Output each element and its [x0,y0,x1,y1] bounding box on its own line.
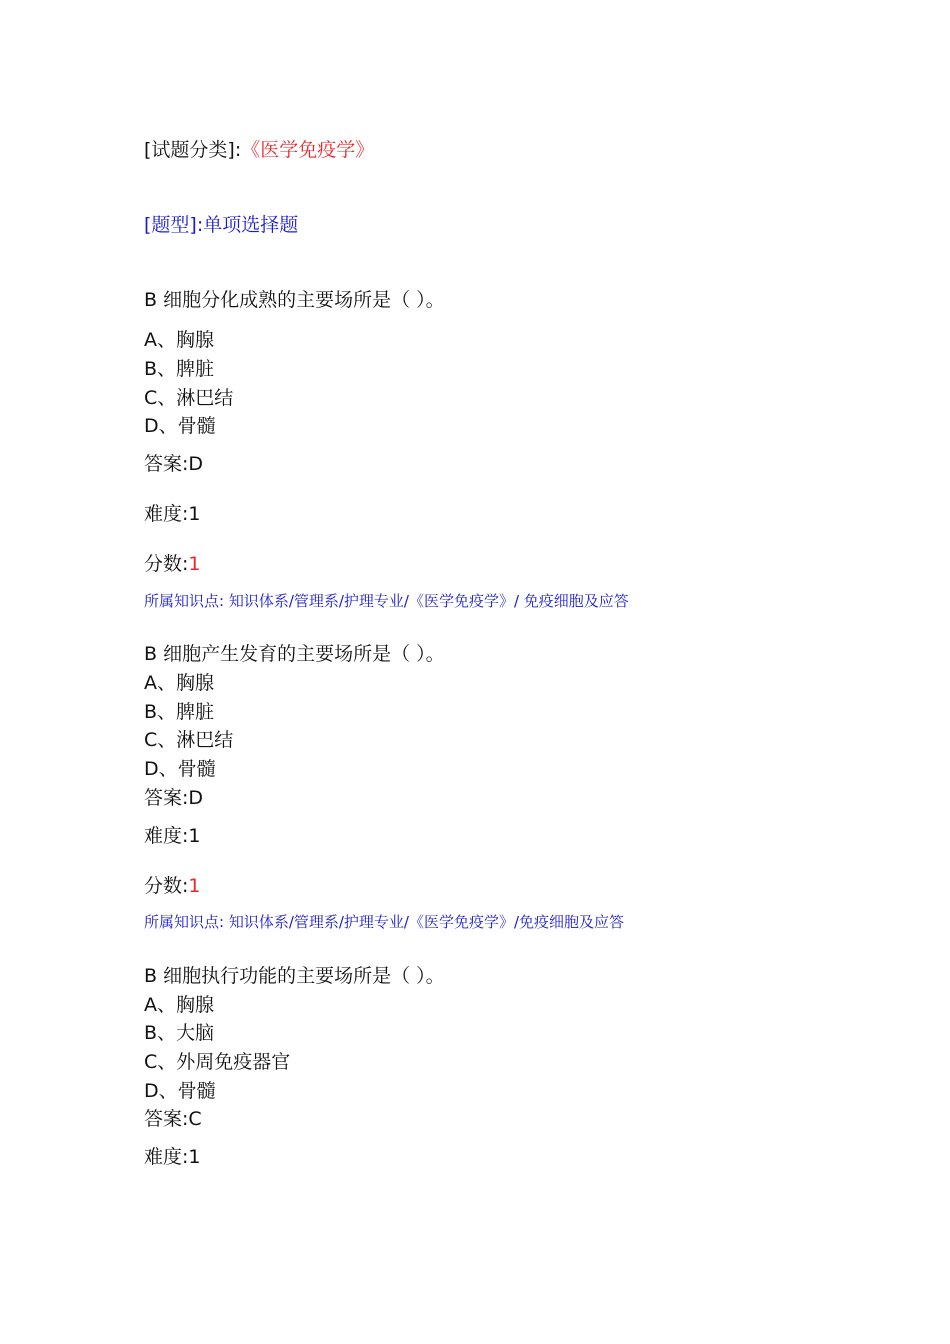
question-stem: B 细胞执行功能的主要场所是（ ）。 [144,965,445,987]
option-a: A、胸腺 [144,672,214,694]
category-line [144,138,374,162]
question-type-line [144,213,298,237]
option-a: A、胸腺 [144,329,214,351]
score [144,552,201,576]
knowledge-point: 所属知识点: 知识体系/管理系/护理专业/《医学免疫学》/ 免疫细胞及应答 [144,592,629,610]
answer: 答案:C [144,1108,202,1130]
score [144,874,201,898]
score-value: 1 [188,875,201,897]
option-c: C、淋巴结 [144,729,234,751]
answer: 答案:D [144,453,204,475]
question-stem: B 细胞产生发育的主要场所是（ ）。 [144,643,445,665]
difficulty: 难度:1 [144,1146,201,1168]
question-type-label: [题型]: [144,214,204,236]
option-b: B、脾脏 [144,701,215,723]
option-d: D、骨髓 [144,1080,216,1102]
score-label: 分数: [144,875,189,897]
option-d: D、骨髓 [144,415,216,437]
category-label: [试题分类]: [144,139,242,161]
difficulty: 难度:1 [144,503,201,525]
category-value: 《医学免疫学》 [241,139,375,161]
difficulty: 难度:1 [144,825,201,847]
knowledge-point: 所属知识点: 知识体系/管理系/护理专业/《医学免疫学》/免疫细胞及应答 [144,913,625,931]
question-type-value: 单项选择题 [203,214,299,236]
option-c: C、淋巴结 [144,387,234,409]
option-c: C、外周免疫器官 [144,1051,291,1073]
option-d: D、骨髓 [144,758,216,780]
option-b: B、脾脏 [144,358,215,380]
score-label: 分数: [144,553,189,575]
option-a: A、胸腺 [144,994,214,1016]
answer: 答案:D [144,787,204,809]
score-value: 1 [188,553,201,575]
question-stem: B 细胞分化成熟的主要场所是（ ）。 [144,289,445,311]
option-b: B、大脑 [144,1022,215,1044]
